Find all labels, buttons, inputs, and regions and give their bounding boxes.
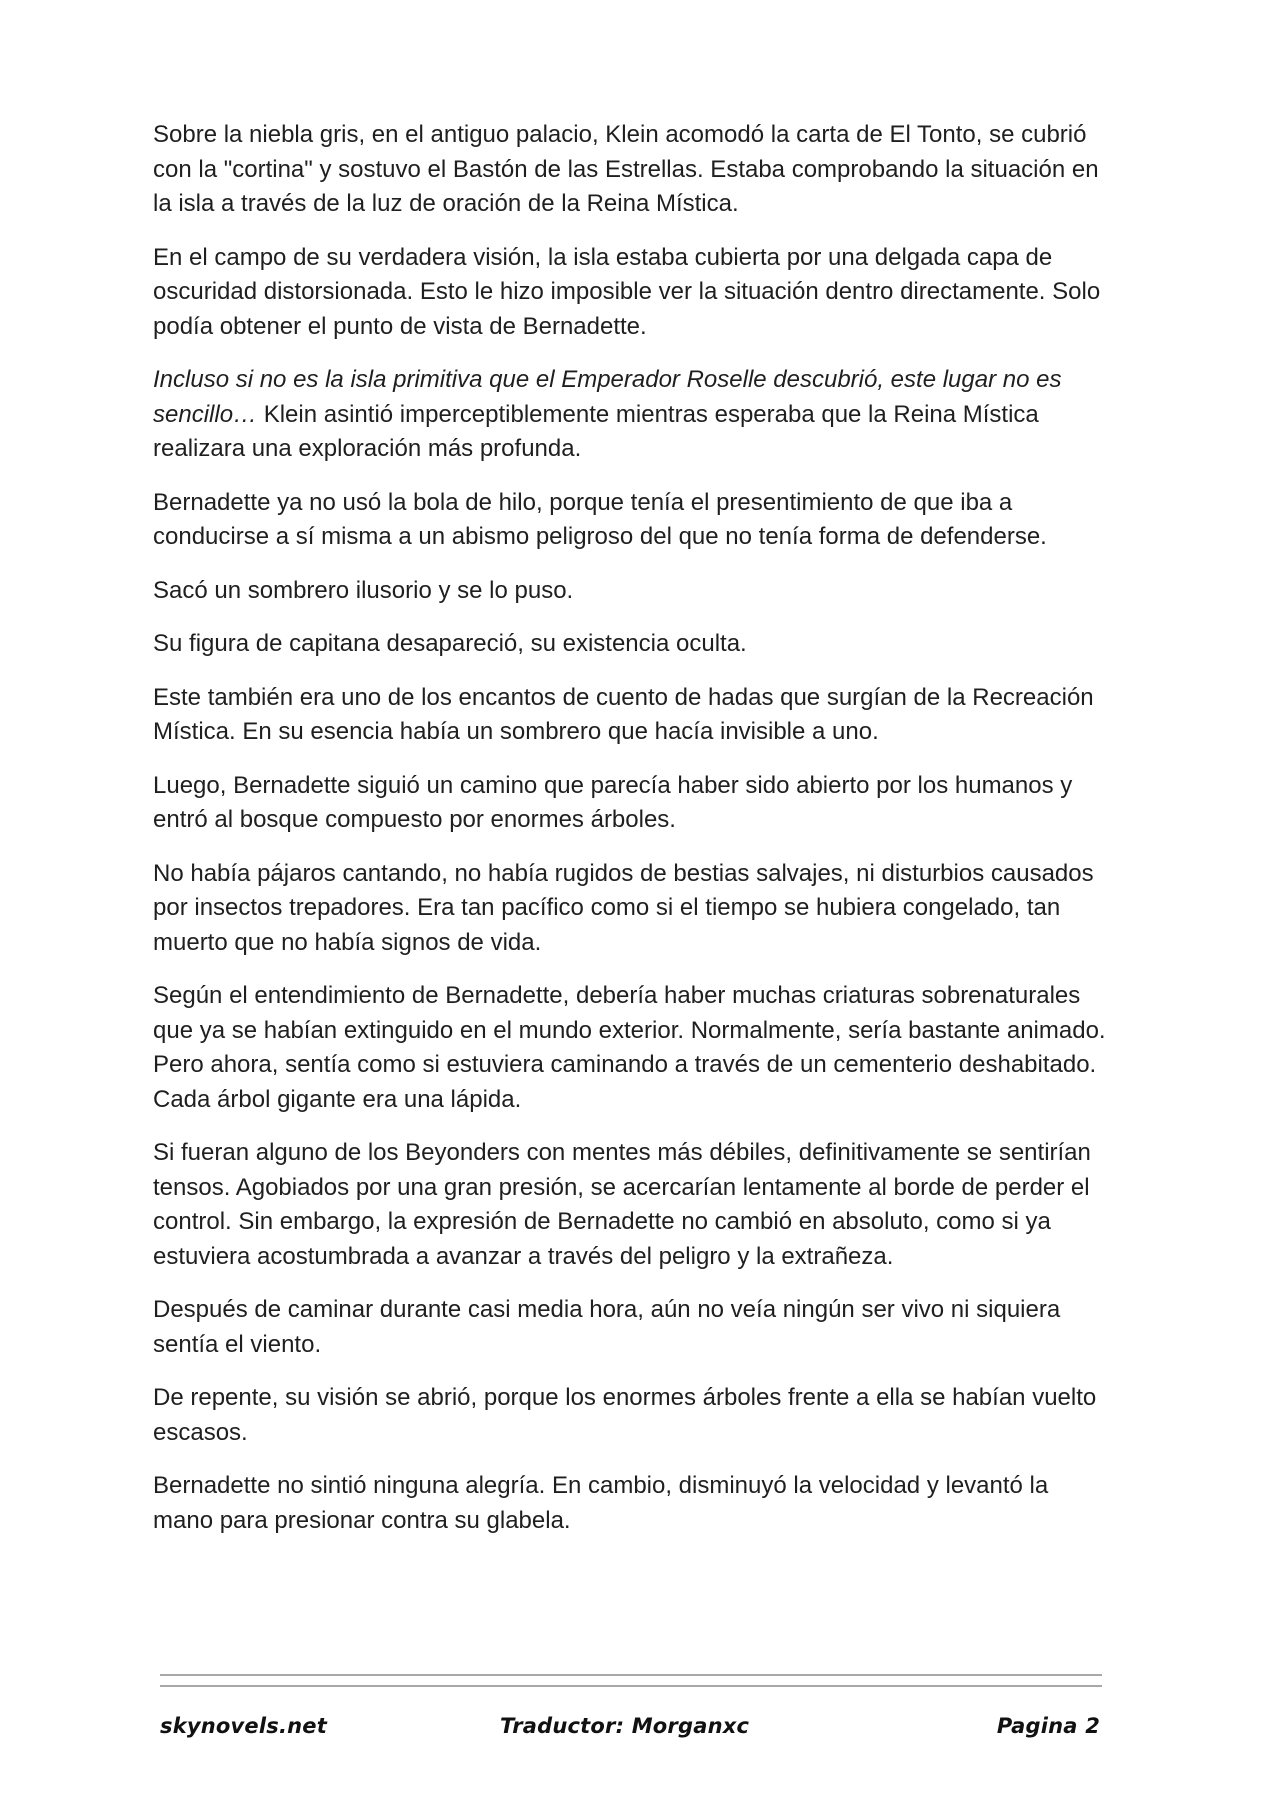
paragraph: No había pájaros cantando, no había rugidos de bestias salvajes, ni disturbios causados por insectos trepadores. Era tan pacífico como si el tiempo se hubiera congelado, tan muerto que no había signos de vida. <box>153 859 1094 956</box>
footer-divider-bottom <box>160 1685 1102 1687</box>
paragraph: Después de caminar durante casi media hora, aún no veía ningún ser vivo ni siquiera sentía el viento. <box>153 1296 1061 1358</box>
paragraph: En el campo de su verdadera visión, la isla estaba cubierta por una delgada capa de oscuridad distorsionada. Esto le hizo imposible ver la situación dentro directamente. Solo podía obtener el punto de vista de Bernadette. <box>153 243 1101 340</box>
body-text <box>153 118 1108 1557</box>
paragraph: Este también era uno de los encantos de cuento de hadas que surgían de la Recreación Mística. En su esencia había un sombrero que hacía invisible a uno. <box>153 683 1094 745</box>
italic-thought: Incluso si no es la isla primitiva que el Emperador Roselle descubrió, este lugar no es sencillo… <box>153 366 1062 428</box>
footer-divider-top <box>160 1674 1102 1676</box>
footer-translator: Traductor: Morganxc <box>500 1714 750 1738</box>
footer-site: skynovels.net <box>160 1714 327 1738</box>
paragraph: Según el entendimiento de Bernadette, debería haber muchas criaturas sobrenaturales que ya se habían extinguido en el mundo exterior. Normalmente, sería bastante animado. Pero ahora, sentía como si estuviera caminando a través de un cementerio deshabitado. Cada árbol gigante era una lápida. <box>153 982 1106 1113</box>
paragraph: Sobre la niebla gris, en el antiguo palacio, Klein acomodó la carta de El Tonto, se cubrió con la "cortina" y sostuvo el Bastón de las Estrellas. Estaba comprobando la situación en la isla a través de la luz de oración de la Reina Mística. <box>153 121 1099 217</box>
paragraph: Bernadette ya no usó la bola de hilo, porque tenía el presentimiento de que iba a conducirse a sí misma a un abismo peligroso del que no tenía forma de defenderse. <box>153 488 1047 550</box>
footer-page-number: Pagina 2 <box>996 1714 1100 1738</box>
paragraph: Bernadette no sintió ninguna alegría. En cambio, disminuyó la velocidad y levantó la mano para presionar contra su glabela. <box>153 1472 1049 1534</box>
paragraph: De repente, su visión se abrió, porque los enormes árboles frente a ella se habían vuelto escasos. <box>153 1384 1097 1446</box>
paragraph: Luego, Bernadette siguió un camino que parecía haber sido abierto por los humanos y entró al bosque compuesto por enormes árboles. <box>153 771 1073 833</box>
paragraph: Su figura de capitana desapareció, su existencia oculta. <box>153 630 747 657</box>
paragraph <box>153 363 1108 467</box>
paragraph: Si fueran alguno de los Beyonders con mentes más débiles, definitivamente se sentirían tensos. Agobiados por una gran presión, se acercarían lentamente al borde de perder el control. Sin embargo, la expresión de Bernadette no cambió en absoluto, como si ya estuviera acostumbrada a avanzar a través del peligro y la extrañeza. <box>153 1139 1091 1270</box>
paragraph: Sacó un sombrero ilusorio y se lo puso. <box>153 576 574 604</box>
paragraph-text: Klein asintió imperceptiblemente mientras esperaba que la Reina Mística realizara una exploración más profunda. <box>153 400 1039 462</box>
